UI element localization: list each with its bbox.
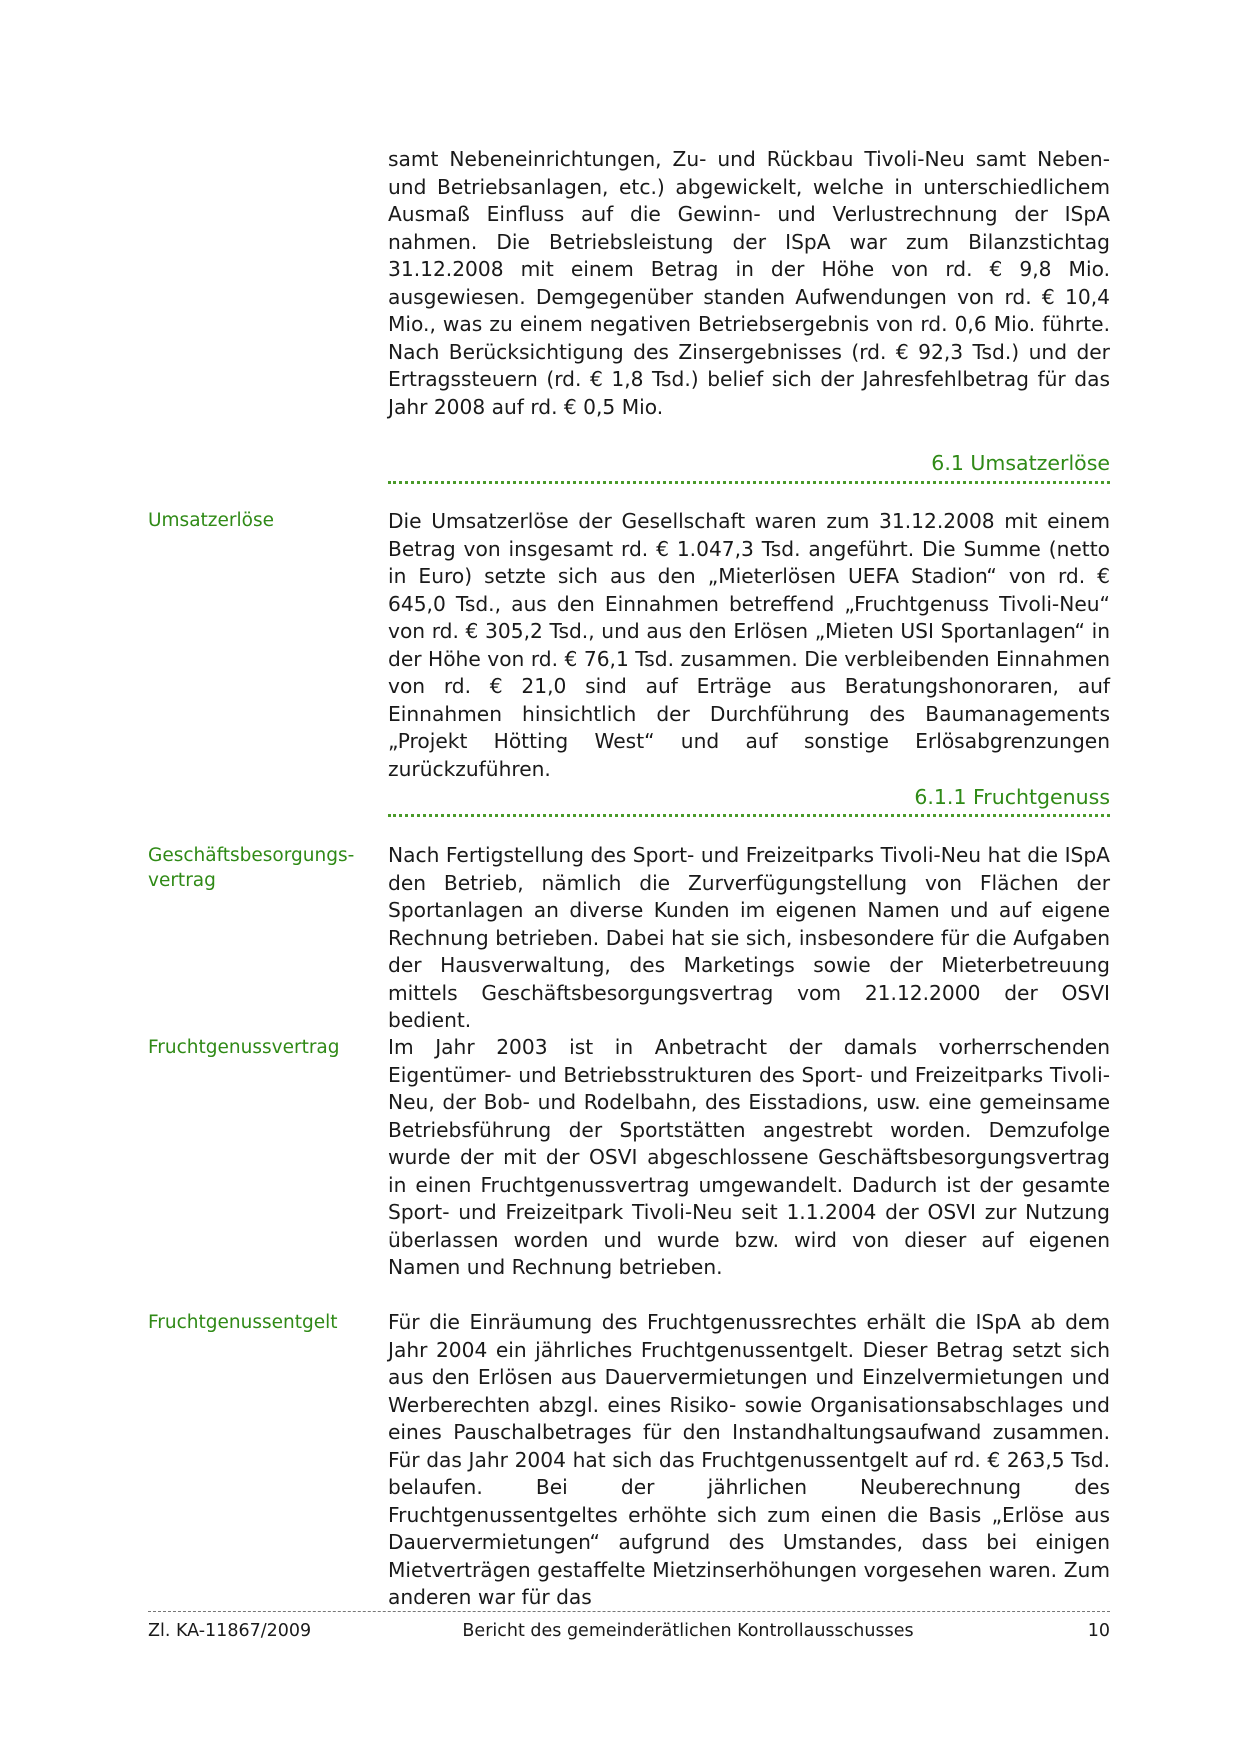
geschaeftsbesorgung-paragraph: Nach Fertigstellung des Sport- und Freizeitparks Tivoli-Neu hat die ISpA den Betrieb, nämlich die Zurverfügungstellung von Flächen der Sportanlagen an diverse Kunden im eigenen Namen und auf eigene Rechnung betrieben. Dabei hat sie sich, insbesondere für die Aufgaben der Hausverwaltung, des Marketings sowie der Mieterbetreuung mittels Geschäftsbesorgungsvertrag vom 21.12.2000 der OSVI bedient. <box>388 843 1110 1032</box>
footer-divider <box>148 1611 1110 1612</box>
section-heading-6-1: 6.1 Umsatzerlöse <box>931 451 1110 475</box>
footer-reference: Zl. KA-11867/2009 <box>148 1621 312 1641</box>
fruchtgenussvertrag-paragraph: Im Jahr 2003 ist in Anbetracht der damals vorherrschenden Eigentümer- und Betriebsstrukturen des Sport- und Freizeitparks Tivoli-Neu, der Bob- und Rodelbahn, des Eisstadions, usw. eine gemeinsame Betriebsführung der Sportstätten angestrebt worden. Demzufolge wurde der mit der OSVI abgeschlossene Geschäftsbesorgungsvertrag in einen Fruchtgenussvertrag umgewandelt. Dadurch ist der gesamte Sport- und Freizeitpark Tivoli-Neu seit 1.1.2004 der OSVI zur Nutzung überlassen worden und wurde bzw. wird von dieser auf eigenen Namen und Rechnung betrieben. <box>388 1035 1110 1279</box>
margin-label-geschaeftsbesorgungsvertrag: Geschäftsbesorgungs- vertrag <box>148 845 355 891</box>
margin-label-fruchtgenussentgelt: Fruchtgenussentgelt <box>148 1312 338 1333</box>
margin-label-fruchtgenussvertrag: Fruchtgenussvertrag <box>148 1037 340 1058</box>
footer-title: Bericht des gemeinderätlichen Kontrollausschusses <box>462 1621 914 1641</box>
section-heading-6-1-1: 6.1.1 Fruchtgenuss <box>914 785 1110 809</box>
heading-divider <box>388 481 1110 484</box>
fruchtgenussentgelt-paragraph: Für die Einräumung des Fruchtgenussrechtes erhält die ISpA ab dem Jahr 2004 ein jährliches Fruchtgenussentgelt. Dieser Betrag setzt sich aus den Erlösen aus Dauervermietungen und Einzelvermietungen und Werberechten abzgl. eines Risiko- sowie Organisationsabschlages und eines Pauschalbetrages für den Instandhaltungsaufwand zusammen. Für das Jahr 2004 hat sich das Fruchtgenussentgelt auf rd. € 263,5 Tsd. belaufen. Bei der jährlichen Neuberechnung des Fruchtgenussentgeltes erhöhte sich zum einen die Basis „Erlöse aus Dauervermietungen“ aufgrund des Umstandes, dass bei einigen Mietverträgen gestaffelte Mietzinserhöhungen vorgesehen waren. Zum anderen war für das <box>388 1310 1110 1609</box>
page-number: 10 <box>1087 1621 1110 1641</box>
margin-label-umsatzerloese: Umsatzerlöse <box>148 510 274 531</box>
umsatzerloese-paragraph: Die Umsatzerlöse der Gesellschaft waren zum 31.12.2008 mit einem Betrag von insgesamt rd. € 1.047,3 Tsd. angeführt. Die Summe (netto in Euro) setzte sich aus den „Mieterlösen UEFA Stadion“ von rd. € 645,0 Tsd., aus den Einnahmen betreffend „Fruchtgenuss Tivoli-Neu“ von rd. € 305,2 Tsd., und aus den Erlösen „Mieten USI Sportanlagen“ in der Höhe von rd. € 76,1 Tsd. zusammen. Die verbleibenden Einnahmen von rd. € 21,0 sind auf Erträge aus Beratungshonoraren, auf Einnahmen hinsichtlich der Durchführung des Baumanagements „Projekt Hötting West“ und auf sonstige Erlösabgrenzungen zurückzuführen. <box>388 509 1110 781</box>
intro-paragraph: samt Nebeneinrichtungen, Zu- und Rückbau Tivoli-Neu samt Neben- und Betriebsanlagen, etc.) abgewickelt, welche in unterschiedlichem Ausmaß Einfluss auf die Gewinn- und Verlustrechnung der ISpA nahmen. Die Betriebsleistung der ISpA war zum Bilanzstichtag 31.12.2008 mit einem Betrag in der Höhe von rd. € 9,8 Mio. ausgewiesen. Demgegenüber standen Aufwendungen von rd. € 10,4 Mio., was zu einem negativen Betriebsergebnis von rd. 0,6 Mio. führte. Nach Berücksichtigung des Zinsergebnisses (rd. € 92,3 Tsd.) und der Ertragssteuern (rd. € 1,8 Tsd.) belief sich der Jahresfehlbetrag für das Jahr 2008 auf rd. € 0,5 Mio. <box>388 147 1110 419</box>
heading-divider <box>388 814 1110 817</box>
